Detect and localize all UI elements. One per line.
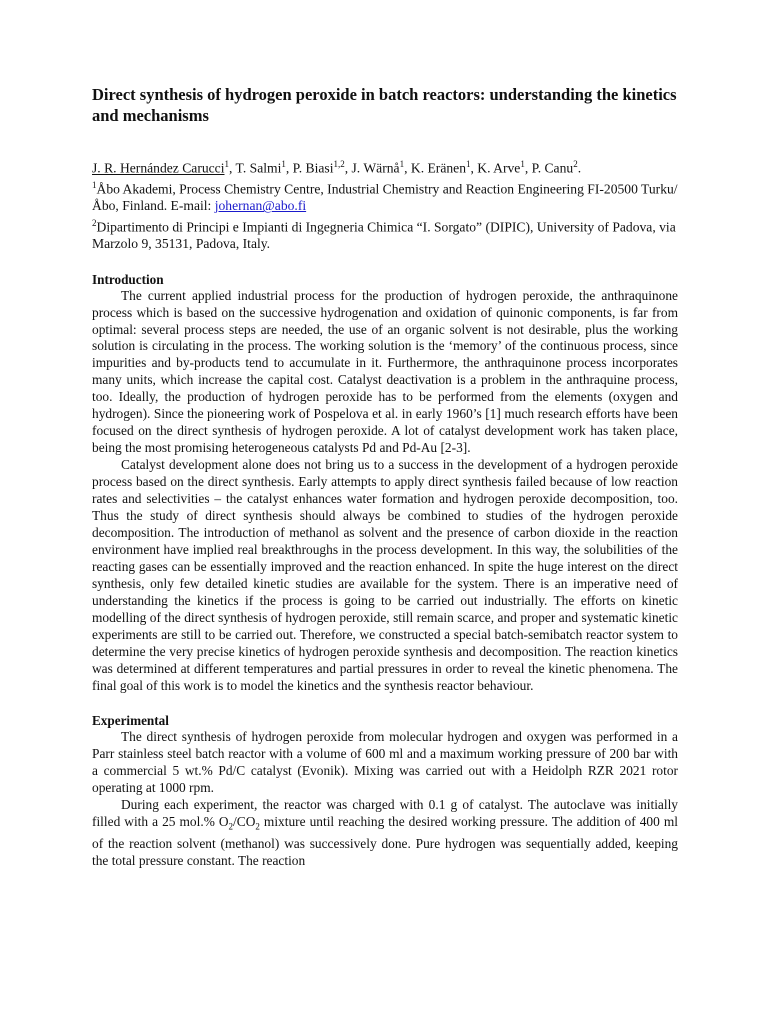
experimental-heading: Experimental xyxy=(92,713,169,729)
paper-title: Direct synthesis of hydrogen peroxide in batch reactors: understanding the kinetics and mechanisms xyxy=(92,85,677,125)
introduction-paragraph-2: Catalyst development alone does not bring us to a success in the development of a hydrogen peroxide process based on the direct synthesis. Early attempts to apply direct synthesis failed because of low reaction rates and selectivities – the catalyst enhances water formation and hydrogen peroxide decomposition, too. Thus the study of direct synthesis should always be combined to studies of the hydrogen peroxide decomposition. The introduction of methanol as solvent and the presence of carbon dioxide in the reaction environment have implied real breakthroughs in the process development. In this way, the solubilities of the reacting gases can be essentially improved and the reaction enhanced. In spite the huge interest on the direct synthesis, only few detailed kinetic studies are available for the system. There is an imperative need of understanding the kinetics if the process is going to be carried out industrially. The efforts on kinetic modelling of the direct synthesis of hydrogen peroxide, still remain scarce, and proper and systematic kinetic experiments are still to be carried out. Therefore, we constructed a special batch-semibatch reactor system to determine the very precise kinetics of hydrogen peroxide synthesis and decomposition. The reaction kinetics was determined at different temperatures and partial pressures in order to reveal the kinetic phenomena. The final goal of this work is to model the kinetics and the synthesis reactor behaviour. xyxy=(92,457,678,693)
paper-page xyxy=(92,84,678,870)
author-presenting: J. R. Hernández Carucci xyxy=(92,160,225,176)
introduction-heading: Introduction xyxy=(92,271,164,287)
introduction-paragraph-1: The current applied industrial process for the production of hydrogen peroxide, the anthraquinone process which is based on the successive hydrogenation and oxidation of quinonic components, is far from optimal: several process steps are needed, the use of an organic solvent is not desirable, plus the working solution is circulating in the process. The working solution is the ‘memory’ of the continuous process, since impurities and by-products tend to accumulate in it. Furthermore, the anthraquinone process incorporates many units, which increase the capital cost. Catalyst deactivation is a problem in the anthraquine process, too. Ideally, the production of hydrogen peroxide has to be performed from the elements (oxygen and hydrogen). Since the pioneering work of Pospelova et al. in early 1960’s [1] much research efforts have been focused on the direct synthesis of hydrogen peroxide. A lot of catalyst development work has taken place, being the most promising heterogeneous catalysts Pd and Pd-Au [2-3]. xyxy=(92,287,678,456)
experimental-paragraph-2: During each experiment, the reactor was charged with 0.1 g of catalyst. The autoclave was initially filled with a 25 mol.% $O_2/CO_2$ mixture until reaching the desired working pressure. The addition of 400 ml of the reaction solvent (methanol) was successively done. Pure hydrogen was sequentially added, keeping the total pressure constant. The reaction xyxy=(92,797,678,868)
experimental-paragraph-1: The direct synthesis of hydrogen peroxide from molecular hydrogen and oxygen was performed in a Parr stainless steel batch reactor with a volume of 600 ml and a maximum working pressure of 200 bar with a commercial 5 wt.% Pd/C catalyst (Evonik). Mixing was carried out with a Heidolph RZR 2021 rotor operating at 1000 rpm. xyxy=(92,729,678,796)
email-link[interactable]: johernan@abo.fi xyxy=(214,198,307,214)
affiliation-2: $^2$Dipartimento di Principi e Impianti di Ingegneria Chimica “I. Sorgato” (DIPIC), University of Padova, via Marzolo 9, 35131, Padova, Italy. xyxy=(92,217,676,252)
affiliation-1: $^1$Åbo Akademi, Process Chemistry Centre, Industrial Chemistry and Reaction Engineering FI-20500 Turku/Åbo, Finland. E-mail: johernan@abo.fi xyxy=(92,179,678,214)
author-list: J. R. Hernández Carucci$^1$, T. Salmi$^1$, P. Biasi$^{1,2}$, J. Wärnå$^1$, K. Eränen$^1$, K. Arve$^1$, P. Canu$^2$. xyxy=(92,159,582,176)
